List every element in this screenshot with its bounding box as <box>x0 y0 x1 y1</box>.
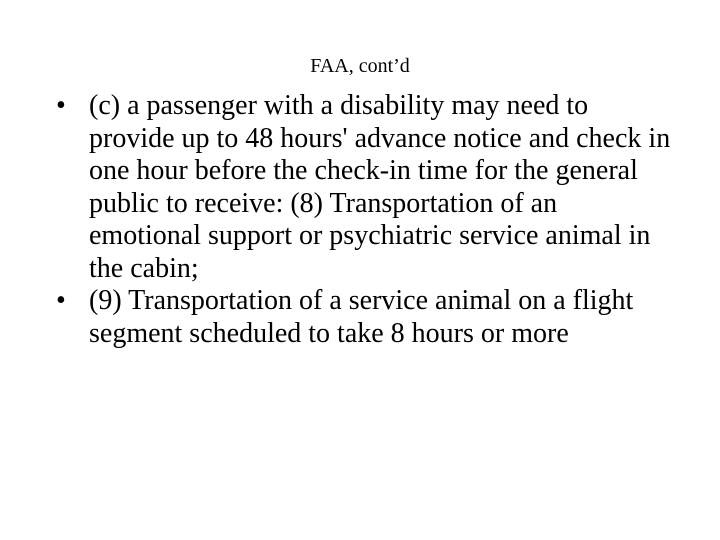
bullet-point-icon: • <box>56 285 66 316</box>
bullet-item <box>56 285 676 350</box>
bullet-point-icon: • <box>56 90 66 121</box>
bullet-item <box>56 90 676 285</box>
slide-title: FAA, cont’d <box>310 55 410 77</box>
bullet-list <box>56 90 676 350</box>
bullet-text: (9) Transportation of a service animal on a flight segment scheduled to take 8 hours or more <box>89 285 634 349</box>
bullet-text: (c) a passenger with a disability may need to provide up to 48 hours' advance notice and check in one hour before the check-in time for the general public to receive: (8) Transportation of an emotional support or psychiatric service animal in the cabin; <box>89 90 671 284</box>
